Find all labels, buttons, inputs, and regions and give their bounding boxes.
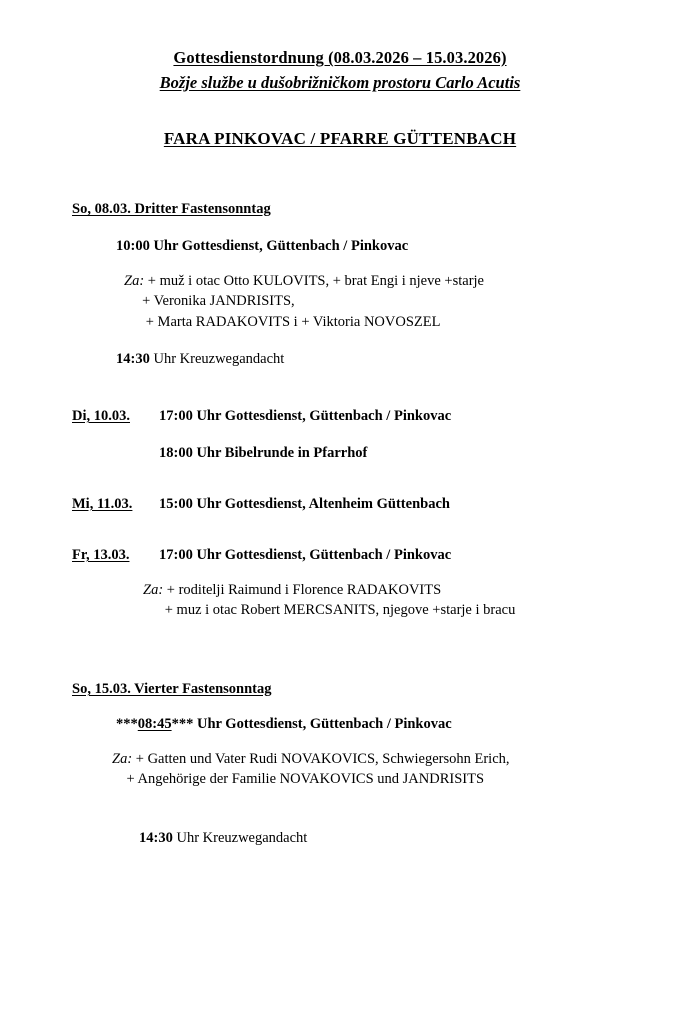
document-title: Gottesdienstordnung (08.03.2026 – 15.03.2026) — [173, 48, 507, 67]
devotion-text: Uhr Kreuzwegandacht — [172, 829, 308, 846]
intention-line — [112, 749, 680, 770]
intentions-sunday-08-03 — [0, 271, 680, 333]
day-label-wednesday-11-03: Mi, 11.03. — [72, 495, 133, 512]
day-label-tuesday-10-03: Di, 10.03. — [72, 407, 130, 424]
day-label-friday-13-03: Fr, 13.03. — [72, 546, 130, 563]
service-time-highlight: 08:45 — [137, 715, 172, 732]
intention-line — [124, 271, 680, 292]
intention-label: Za: — [124, 272, 145, 289]
service-text-wednesday-11-03: 15:00 Uhr Gottesdienst, Altenheim Güttenbach — [159, 495, 450, 512]
intention-text: + Gatten und Vater Rudi NOVAKOVICS, Schwiegersohn Erich, — [132, 750, 510, 767]
service-row-tuesday-10-03 — [0, 408, 680, 425]
devotion-text: Uhr Kreuzwegandacht — [149, 350, 285, 367]
title-block — [0, 46, 680, 95]
schedule-content — [0, 201, 680, 847]
day-block-wednesday-11-03 — [0, 496, 680, 513]
intention-text: + roditelji Raimund i Florence RADAKOVITS — [163, 581, 442, 598]
intention-line: + muz i otac Robert MERCSANITS, njegove +starje i bracu — [143, 602, 516, 619]
parish-heading: FARA PINKOVAC / PFARRE GÜTTENBACH — [163, 128, 517, 148]
day-heading-sunday-15-03: So, 15.03. Vierter Fastensonntag — [72, 680, 272, 697]
service-text-sunday-15-03: Uhr Gottesdienst, Güttenbach / Pinkovac — [193, 715, 452, 732]
service-line-sunday-08-03: 10:00 Uhr Gottesdienst, Güttenbach / Pinkovac — [116, 237, 409, 254]
document-subtitle: Božje službe u dušobrižničkom prostoru Carlo Acutis — [159, 72, 521, 92]
day-block-sunday-15-03 — [0, 681, 680, 847]
service-text-tuesday-10-03: 17:00 Uhr Gottesdienst, Güttenbach / Pinkovac — [159, 407, 452, 424]
intention-text: + muž i otac Otto KULOVITS, + brat Engi i njeve +starje — [144, 272, 484, 289]
service-text-friday-13-03: 17:00 Uhr Gottesdienst, Güttenbach / Pinkovac — [159, 546, 452, 563]
service-row-friday-13-03 — [0, 547, 680, 564]
intention-label: Za: — [143, 581, 164, 598]
intention-label: Za: — [112, 750, 133, 767]
service-row-wednesday-11-03 — [0, 496, 680, 513]
devotion-time: 14:30 — [139, 829, 173, 846]
intentions-sunday-15-03 — [0, 749, 680, 790]
stars-suffix: *** — [171, 715, 194, 732]
stars-prefix: *** — [116, 715, 138, 732]
devotion-line-sunday-15-03 — [0, 830, 680, 847]
intention-line: + Angehörige der Familie NOVAKOVICS und JANDRISITS — [112, 771, 485, 788]
service-line-sunday-15-03 — [0, 716, 680, 733]
day-block-sunday-08-03 — [0, 201, 680, 368]
day-block-tuesday-10-03 — [0, 408, 680, 462]
day-block-friday-13-03 — [0, 547, 680, 621]
intentions-friday-13-03 — [0, 580, 680, 621]
devotion-time: 14:30 — [116, 350, 150, 367]
second-service-tuesday-10-03: 18:00 Uhr Bibelrunde in Pfarrhof — [159, 444, 368, 461]
intention-line — [143, 580, 680, 601]
intention-line: + Veronika JANDRISITS, — [124, 293, 295, 310]
intention-line: + Marta RADAKOVITS i + Viktoria NOVOSZEL — [124, 314, 441, 330]
devotion-line-sunday-08-03 — [0, 351, 680, 368]
document-page — [0, 46, 680, 1022]
day-heading-sunday-08-03: So, 08.03. Dritter Fastensonntag — [72, 200, 271, 217]
